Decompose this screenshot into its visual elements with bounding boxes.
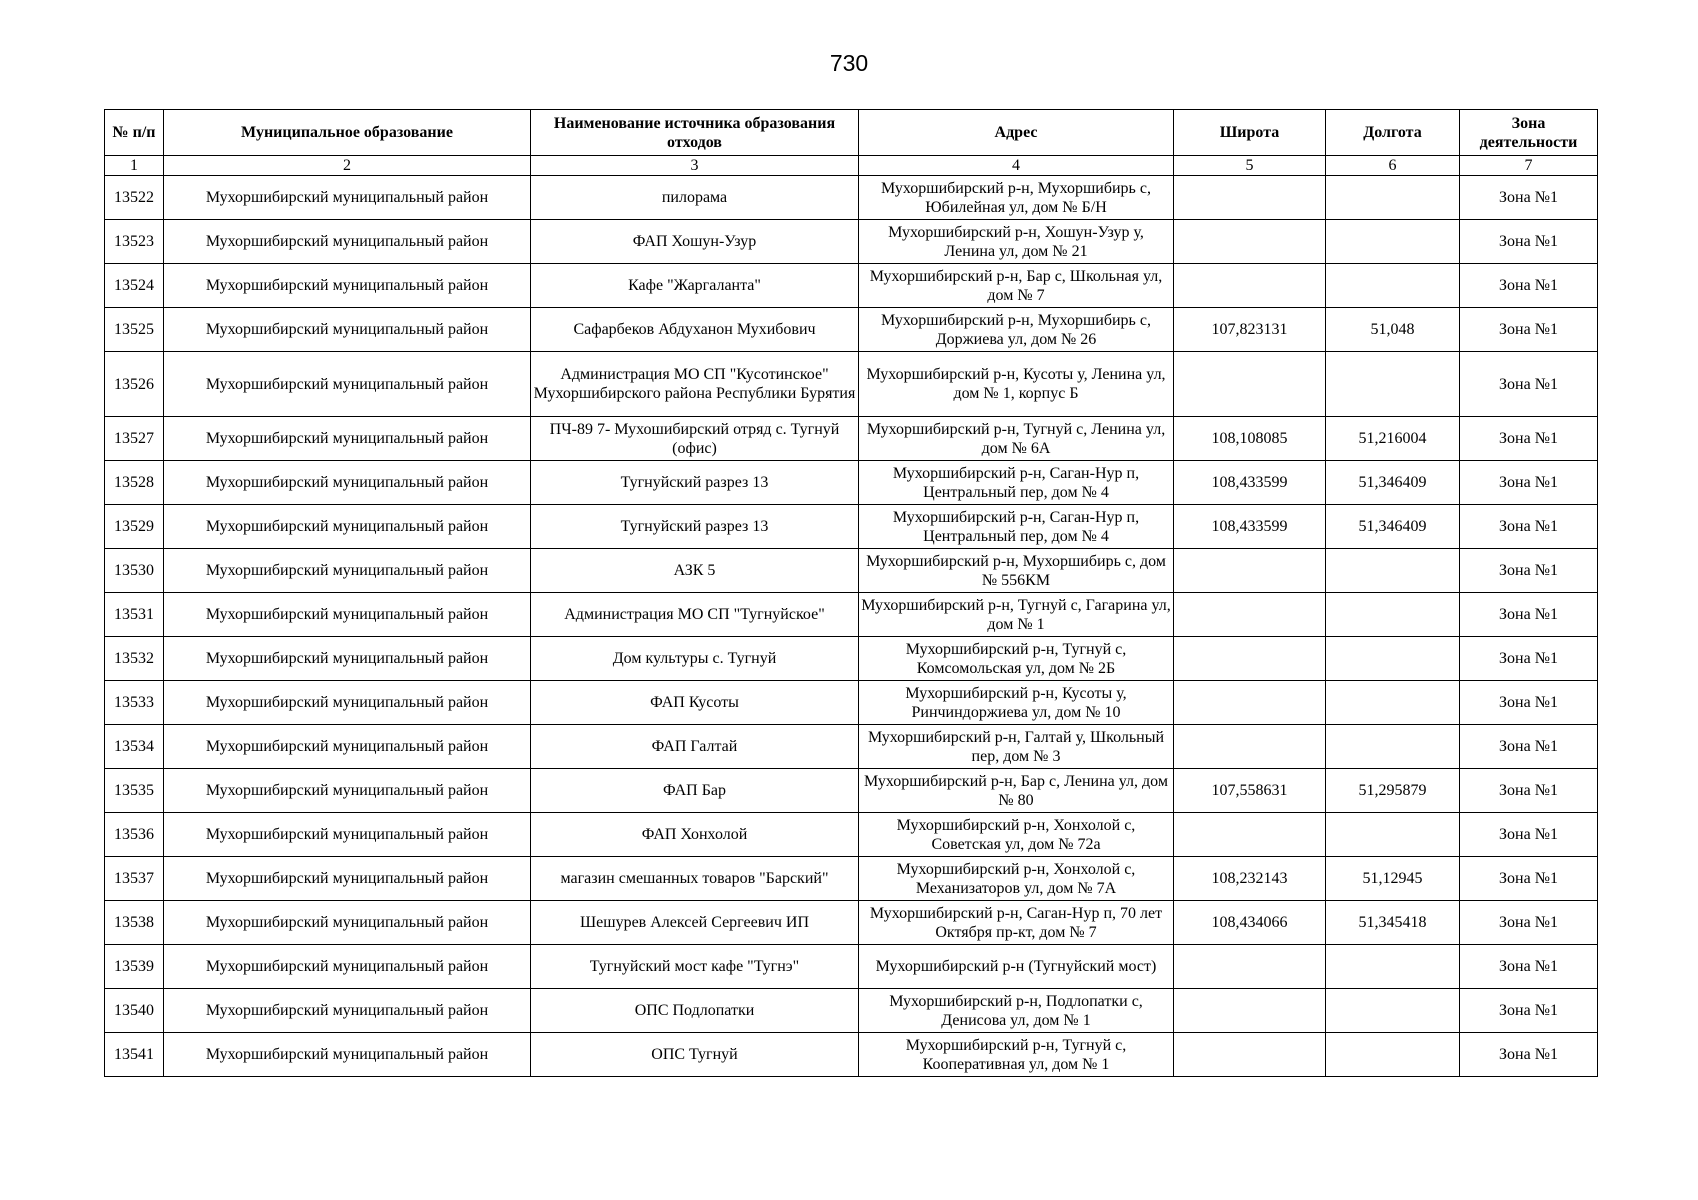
cell-zone: Зона №1 — [1460, 264, 1598, 308]
cell-longitude — [1326, 176, 1460, 220]
cell-address: Мухоршибирский р-н, Саган-Нур п, 70 лет Октября пр-кт, дом № 7 — [859, 901, 1174, 945]
cell-latitude — [1174, 989, 1326, 1033]
cell-municipality: Мухоршибирский муниципальный район — [164, 593, 531, 637]
cell-number: 13537 — [105, 857, 164, 901]
cell-longitude — [1326, 1033, 1460, 1077]
cell-municipality: Мухоршибирский муниципальный район — [164, 901, 531, 945]
cell-longitude — [1326, 220, 1460, 264]
table-row — [105, 461, 1598, 505]
table-row — [105, 901, 1598, 945]
cell-source: Шешурев Алексей Сергеевич ИП — [531, 901, 859, 945]
cell-municipality: Мухоршибирский муниципальный район — [164, 176, 531, 220]
table-row — [105, 264, 1598, 308]
cell-longitude: 51,12945 — [1326, 857, 1460, 901]
cell-zone: Зона №1 — [1460, 681, 1598, 725]
cell-municipality: Мухоршибирский муниципальный район — [164, 352, 531, 417]
cell-source: Администрация МО СП "Тугнуйское" — [531, 593, 859, 637]
cell-number: 13535 — [105, 769, 164, 813]
cell-source: Дом культуры с. Тугнуй — [531, 637, 859, 681]
cell-address: Мухоршибирский р-н, Мухоршибирь с, Доржиева ул, дом № 26 — [859, 308, 1174, 352]
cell-source: ФАП Хонхолой — [531, 813, 859, 857]
cell-latitude: 108,232143 — [1174, 857, 1326, 901]
cell-municipality: Мухоршибирский муниципальный район — [164, 549, 531, 593]
cell-number: 13525 — [105, 308, 164, 352]
cell-longitude — [1326, 725, 1460, 769]
cell-longitude — [1326, 264, 1460, 308]
column-number: 6 — [1326, 156, 1460, 176]
waste-sources-table — [104, 109, 1598, 1077]
cell-latitude — [1174, 264, 1326, 308]
column-number: 1 — [105, 156, 164, 176]
cell-source: Кафе "Жаргаланта" — [531, 264, 859, 308]
cell-municipality: Мухоршибирский муниципальный район — [164, 769, 531, 813]
cell-source: ФАП Галтай — [531, 725, 859, 769]
cell-latitude — [1174, 1033, 1326, 1077]
cell-source: АЗК 5 — [531, 549, 859, 593]
cell-number: 13540 — [105, 989, 164, 1033]
page-number: 730 — [829, 50, 869, 76]
cell-address: Мухоршибирский р-н, Бар с, Школьная ул, дом № 7 — [859, 264, 1174, 308]
cell-number: 13534 — [105, 725, 164, 769]
table-row — [105, 352, 1598, 417]
cell-longitude — [1326, 945, 1460, 989]
column-number: 7 — [1460, 156, 1598, 176]
cell-address: Мухоршибирский р-н, Хонхолой с, Советская ул, дом № 72а — [859, 813, 1174, 857]
cell-longitude — [1326, 989, 1460, 1033]
column-number: 3 — [531, 156, 859, 176]
cell-address: Мухоршибирский р-н, Хонхолой с, Механизаторов ул, дом № 7А — [859, 857, 1174, 901]
table-row — [105, 593, 1598, 637]
cell-latitude — [1174, 593, 1326, 637]
header-address: Адрес — [859, 110, 1174, 156]
cell-zone: Зона №1 — [1460, 989, 1598, 1033]
cell-zone: Зона №1 — [1460, 593, 1598, 637]
cell-zone: Зона №1 — [1460, 417, 1598, 461]
cell-source: магазин смешанных товаров "Барский" — [531, 857, 859, 901]
cell-address: Мухоршибирский р-н, Хошун-Узур у, Ленина ул, дом № 21 — [859, 220, 1174, 264]
header-number: № п/п — [105, 110, 164, 156]
header-latitude: Широта — [1174, 110, 1326, 156]
table-row — [105, 681, 1598, 725]
table-row — [105, 176, 1598, 220]
cell-municipality: Мухоршибирский муниципальный район — [164, 220, 531, 264]
cell-source: ФАП Бар — [531, 769, 859, 813]
cell-address: Мухоршибирский р-н, Тугнуй с, Кооперативная ул, дом № 1 — [859, 1033, 1174, 1077]
cell-zone: Зона №1 — [1460, 1033, 1598, 1077]
header-source: Наименование источника образования отходов — [531, 110, 859, 156]
cell-source: Администрация МО СП "Кусотинское" Мухоршибирского района Республики Бурятия — [531, 352, 859, 417]
cell-zone: Зона №1 — [1460, 637, 1598, 681]
cell-zone: Зона №1 — [1460, 945, 1598, 989]
column-number: 5 — [1174, 156, 1326, 176]
cell-source: ФАП Хошун-Узур — [531, 220, 859, 264]
cell-address: Мухоршибирский р-н, Подлопатки с, Денисова ул, дом № 1 — [859, 989, 1174, 1033]
cell-zone: Зона №1 — [1460, 549, 1598, 593]
cell-source: ФАП Кусоты — [531, 681, 859, 725]
header-longitude: Долгота — [1326, 110, 1460, 156]
cell-zone: Зона №1 — [1460, 308, 1598, 352]
cell-latitude: 108,433599 — [1174, 505, 1326, 549]
cell-longitude: 51,346409 — [1326, 461, 1460, 505]
cell-latitude: 108,108085 — [1174, 417, 1326, 461]
column-number: 2 — [164, 156, 531, 176]
table-header-row — [105, 110, 1598, 156]
cell-number: 13539 — [105, 945, 164, 989]
cell-longitude: 51,345418 — [1326, 901, 1460, 945]
cell-address: Мухоршибирский р-н, Мухоршибирь с, дом № 556КМ — [859, 549, 1174, 593]
cell-number: 13532 — [105, 637, 164, 681]
cell-address: Мухоршибирский р-н, Галтай у, Школьный пер, дом № 3 — [859, 725, 1174, 769]
column-number-row — [105, 156, 1598, 176]
cell-zone: Зона №1 — [1460, 505, 1598, 549]
cell-number: 13538 — [105, 901, 164, 945]
cell-address: Мухоршибирский р-н, Бар с, Ленина ул, дом № 80 — [859, 769, 1174, 813]
cell-zone: Зона №1 — [1460, 901, 1598, 945]
cell-source: ПЧ-89 7- Мухошибирский отряд с. Тугнуй (офис) — [531, 417, 859, 461]
cell-number: 13523 — [105, 220, 164, 264]
cell-zone: Зона №1 — [1460, 769, 1598, 813]
cell-municipality: Мухоршибирский муниципальный район — [164, 637, 531, 681]
table-row — [105, 417, 1598, 461]
cell-municipality: Мухоршибирский муниципальный район — [164, 813, 531, 857]
table-row — [105, 308, 1598, 352]
cell-source: Тугнуйский мост кафе "Тугнэ" — [531, 945, 859, 989]
cell-latitude — [1174, 813, 1326, 857]
column-number: 4 — [859, 156, 1174, 176]
cell-municipality: Мухоршибирский муниципальный район — [164, 681, 531, 725]
cell-latitude — [1174, 549, 1326, 593]
cell-source: Тугнуйский разрез 13 — [531, 505, 859, 549]
table-body — [105, 176, 1598, 1077]
cell-latitude — [1174, 176, 1326, 220]
cell-longitude — [1326, 681, 1460, 725]
cell-address: Мухоршибирский р-н, Тугнуй с, Комсомольская ул, дом № 2Б — [859, 637, 1174, 681]
table-row — [105, 637, 1598, 681]
cell-latitude: 107,823131 — [1174, 308, 1326, 352]
cell-number: 13528 — [105, 461, 164, 505]
cell-number: 13529 — [105, 505, 164, 549]
cell-zone: Зона №1 — [1460, 176, 1598, 220]
cell-municipality: Мухоршибирский муниципальный район — [164, 461, 531, 505]
cell-zone: Зона №1 — [1460, 220, 1598, 264]
table-row — [105, 220, 1598, 264]
cell-longitude: 51,048 — [1326, 308, 1460, 352]
cell-latitude — [1174, 637, 1326, 681]
cell-zone: Зона №1 — [1460, 857, 1598, 901]
cell-longitude — [1326, 549, 1460, 593]
cell-zone: Зона №1 — [1460, 725, 1598, 769]
header-municipality: Муниципальное образование — [164, 110, 531, 156]
cell-municipality: Мухоршибирский муниципальный район — [164, 725, 531, 769]
table-row — [105, 989, 1598, 1033]
cell-longitude — [1326, 352, 1460, 417]
table-row — [105, 549, 1598, 593]
cell-latitude — [1174, 220, 1326, 264]
cell-address: Мухоршибирский р-н, Тугнуй с, Ленина ул, дом № 6А — [859, 417, 1174, 461]
cell-municipality: Мухоршибирский муниципальный район — [164, 857, 531, 901]
cell-zone: Зона №1 — [1460, 352, 1598, 417]
cell-number: 13533 — [105, 681, 164, 725]
cell-municipality: Мухоршибирский муниципальный район — [164, 417, 531, 461]
cell-latitude: 108,433599 — [1174, 461, 1326, 505]
cell-municipality: Мухоршибирский муниципальный район — [164, 989, 531, 1033]
cell-latitude — [1174, 352, 1326, 417]
cell-municipality: Мухоршибирский муниципальный район — [164, 264, 531, 308]
cell-latitude — [1174, 725, 1326, 769]
cell-address: Мухоршибирский р-н, Тугнуй с, Гагарина ул, дом № 1 — [859, 593, 1174, 637]
cell-source: ОПС Подлопатки — [531, 989, 859, 1033]
table-row — [105, 1033, 1598, 1077]
table-row — [105, 725, 1598, 769]
cell-longitude: 51,346409 — [1326, 505, 1460, 549]
table-row — [105, 945, 1598, 989]
table-row — [105, 769, 1598, 813]
cell-municipality: Мухоршибирский муниципальный район — [164, 1033, 531, 1077]
cell-number: 13530 — [105, 549, 164, 593]
cell-address: Мухоршибирский р-н, Кусоты у, Ленина ул, дом № 1, корпус Б — [859, 352, 1174, 417]
cell-municipality: Мухоршибирский муниципальный район — [164, 308, 531, 352]
cell-address: Мухоршибирский р-н, Саган-Нур п, Центральный пер, дом № 4 — [859, 505, 1174, 549]
cell-zone: Зона №1 — [1460, 461, 1598, 505]
table-row — [105, 857, 1598, 901]
cell-longitude: 51,216004 — [1326, 417, 1460, 461]
cell-municipality: Мухоршибирский муниципальный район — [164, 945, 531, 989]
cell-source: Тугнуйский разрез 13 — [531, 461, 859, 505]
cell-longitude: 51,295879 — [1326, 769, 1460, 813]
cell-number: 13527 — [105, 417, 164, 461]
cell-longitude — [1326, 813, 1460, 857]
cell-longitude — [1326, 637, 1460, 681]
table-row — [105, 813, 1598, 857]
cell-latitude: 108,434066 — [1174, 901, 1326, 945]
cell-municipality: Мухоршибирский муниципальный район — [164, 505, 531, 549]
cell-source: ОПС Тугнуй — [531, 1033, 859, 1077]
cell-latitude: 107,558631 — [1174, 769, 1326, 813]
cell-number: 13536 — [105, 813, 164, 857]
cell-number: 13524 — [105, 264, 164, 308]
cell-number: 13522 — [105, 176, 164, 220]
cell-address: Мухоршибирский р-н (Тугнуйский мост) — [859, 945, 1174, 989]
cell-address: Мухоршибирский р-н, Мухоршибирь с, Юбилейная ул, дом № Б/Н — [859, 176, 1174, 220]
cell-address: Мухоршибирский р-н, Саган-Нур п, Центральный пер, дом № 4 — [859, 461, 1174, 505]
cell-longitude — [1326, 593, 1460, 637]
cell-zone: Зона №1 — [1460, 813, 1598, 857]
cell-number: 13541 — [105, 1033, 164, 1077]
cell-source: пилорама — [531, 176, 859, 220]
header-zone: Зона деятельности — [1460, 110, 1598, 156]
cell-address: Мухоршибирский р-н, Кусоты у, Ринчиндоржиева ул, дом № 10 — [859, 681, 1174, 725]
cell-latitude — [1174, 945, 1326, 989]
cell-source: Сафарбеков Абдуханон Мухибович — [531, 308, 859, 352]
table-row — [105, 505, 1598, 549]
cell-number: 13526 — [105, 352, 164, 417]
cell-latitude — [1174, 681, 1326, 725]
cell-number: 13531 — [105, 593, 164, 637]
